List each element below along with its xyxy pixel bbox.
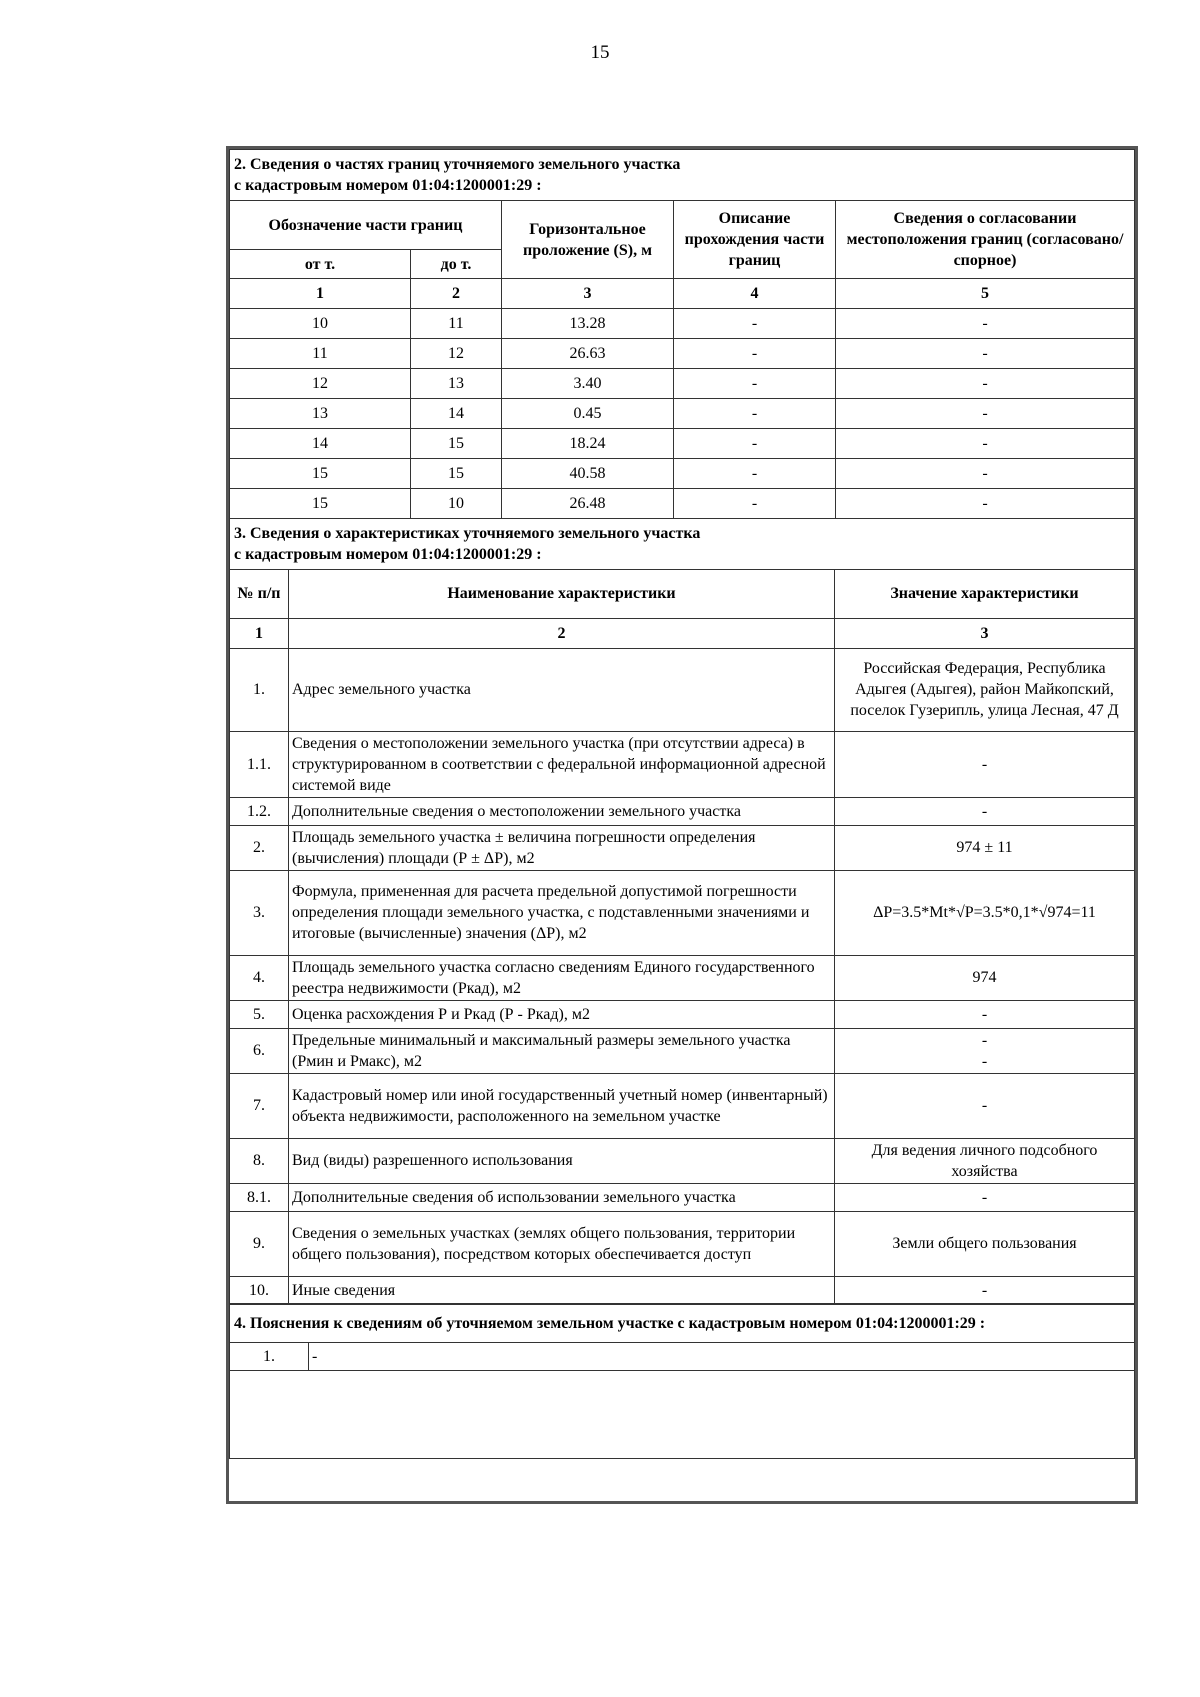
- col-number: 3: [835, 618, 1135, 648]
- section4-rows: [230, 1343, 1135, 1371]
- header-designation: Обозначение части границ: [230, 201, 502, 250]
- section4-title: 4. Пояснения к сведениям об уточняемом земельном участке с кадастровым номером 01:04:1200001:29 :: [230, 1304, 1135, 1343]
- row-name: Формула, примененная для расчета предельной допустимой погрешности определения площади земельного участка, с подставленными значениями и итоговые (вычисленные) значения (ΔР), м2: [289, 870, 835, 955]
- table-cell: -: [674, 459, 836, 489]
- table-cell: 11: [411, 309, 502, 339]
- table-row: [230, 1073, 1135, 1138]
- row-value: -: [835, 1183, 1135, 1211]
- table-cell: 12: [230, 369, 411, 399]
- table-row: [230, 955, 1135, 1000]
- row-name: Адрес земельного участка: [289, 648, 835, 731]
- table-cell: -: [836, 489, 1135, 519]
- table-row: [230, 825, 1135, 870]
- table-cell: -: [674, 339, 836, 369]
- table-row: [230, 731, 1135, 797]
- page-number: 15: [590, 42, 610, 63]
- row-number: 1.: [230, 648, 289, 731]
- table-row: [230, 648, 1135, 731]
- col-number: 4: [674, 279, 836, 309]
- row-value: -: [835, 1276, 1135, 1304]
- table-cell: -: [674, 399, 836, 429]
- row-number: 4.: [230, 955, 289, 1000]
- row-number: 1.1.: [230, 731, 289, 797]
- header-num: № п/п: [230, 569, 289, 618]
- row-name: Иные сведения: [289, 1276, 835, 1304]
- col-number: 1: [230, 279, 411, 309]
- row-value: - -: [835, 1028, 1135, 1073]
- row-number: 2.: [230, 825, 289, 870]
- table-cell: 15: [411, 429, 502, 459]
- table-row: [230, 1343, 1135, 1371]
- row-number: 7.: [230, 1073, 289, 1138]
- table-cell: -: [836, 459, 1135, 489]
- header-to: до т.: [411, 250, 502, 279]
- table-row: [230, 369, 1135, 399]
- col-number: 3: [502, 279, 674, 309]
- table-cell: -: [836, 339, 1135, 369]
- header-agreement: Сведения о согласовании местоположения границ (согласовано/спорное): [836, 201, 1135, 279]
- table-cell: -: [836, 429, 1135, 459]
- col-number: 2: [411, 279, 502, 309]
- table-cell: -: [836, 369, 1135, 399]
- row-name: Сведения о местоположении земельного участка (при отсутствии адреса) в структурированном в соответствии с федеральной информационной адресной системой виде: [289, 731, 835, 797]
- row-number: 8.1.: [230, 1183, 289, 1211]
- row-name: Дополнительные сведения об использовании земельного участка: [289, 1183, 835, 1211]
- row-value: Российская Федерация, Республика Адыгея (Адыгея), район Майкопский, поселок Гузерипль, улица Лесная, 47 Д: [835, 648, 1135, 731]
- table-row: [230, 489, 1135, 519]
- row-name: Сведения о земельных участках (землях общего пользования, территории общего пользования), посредством которых обеспечивается доступ: [289, 1211, 835, 1276]
- col-number: 5: [836, 279, 1135, 309]
- table-row: [230, 1028, 1135, 1073]
- row-text: -: [309, 1343, 1135, 1371]
- section2-table: [229, 149, 1135, 519]
- table-row: [230, 399, 1135, 429]
- table-cell: -: [674, 429, 836, 459]
- table-row: [230, 870, 1135, 955]
- table-cell: 18.24: [502, 429, 674, 459]
- header-horizontal: Горизонтальное проложение (S), м: [502, 201, 674, 279]
- row-number: 1.: [230, 1343, 309, 1371]
- row-number: 1.2.: [230, 797, 289, 825]
- row-value: 974 ± 11: [835, 825, 1135, 870]
- table-cell: 13: [230, 399, 411, 429]
- col-number: 1: [230, 618, 289, 648]
- row-name: Площадь земельного участка ± величина погрешности определения (вычисления) площади (Р ± ΔР), м2: [289, 825, 835, 870]
- document-frame: [226, 146, 1138, 1504]
- table-cell: 10: [230, 309, 411, 339]
- row-number: 6.: [230, 1028, 289, 1073]
- table-row: [230, 1000, 1135, 1028]
- table-cell: 15: [230, 489, 411, 519]
- row-number: 10.: [230, 1276, 289, 1304]
- table-cell: -: [674, 369, 836, 399]
- table-cell: -: [836, 309, 1135, 339]
- table-row: [230, 797, 1135, 825]
- table-cell: 10: [411, 489, 502, 519]
- table-cell: 26.48: [502, 489, 674, 519]
- row-value: Для ведения личного подсобного хозяйства: [835, 1138, 1135, 1183]
- table-row: [230, 1138, 1135, 1183]
- row-value: ΔР=3.5*Mt*√P=3.5*0,1*√974=11: [835, 870, 1135, 955]
- row-value: -: [835, 1000, 1135, 1028]
- row-value: -: [835, 731, 1135, 797]
- table-row: [230, 459, 1135, 489]
- header-description: Описание прохождения части границ: [674, 201, 836, 279]
- row-value: Земли общего пользования: [835, 1211, 1135, 1276]
- row-name: Оценка расхождения Р и Ркад (Р - Ркад), м2: [289, 1000, 835, 1028]
- table-cell: 13.28: [502, 309, 674, 339]
- row-name: Площадь земельного участка согласно сведениям Единого государственного реестра недвижимости (Ркад), м2: [289, 955, 835, 1000]
- blank-area: [230, 1371, 1135, 1459]
- table-cell: -: [674, 309, 836, 339]
- table-cell: -: [836, 399, 1135, 429]
- row-name: Кадастровый номер или иной государственный учетный номер (инвентарный) объекта недвижимости, расположенного на земельном участке: [289, 1073, 835, 1138]
- table-cell: 0.45: [502, 399, 674, 429]
- table-cell: 15: [230, 459, 411, 489]
- section3-table: [229, 518, 1135, 1305]
- table-cell: -: [674, 489, 836, 519]
- row-number: 8.: [230, 1138, 289, 1183]
- table-row: [230, 1183, 1135, 1211]
- table-cell: 12: [411, 339, 502, 369]
- row-number: 5.: [230, 1000, 289, 1028]
- table-cell: 14: [230, 429, 411, 459]
- table-cell: 14: [411, 399, 502, 429]
- table-row: [230, 309, 1135, 339]
- section4-table: [229, 1303, 1135, 1459]
- section2-title: 2. Сведения о частях границ уточняемого земельного участка с кадастровым номером 01:04:1200001:29 :: [230, 150, 1135, 201]
- row-number: 9.: [230, 1211, 289, 1276]
- table-cell: 26.63: [502, 339, 674, 369]
- row-name: Дополнительные сведения о местоположении земельного участка: [289, 797, 835, 825]
- header-from: от т.: [230, 250, 411, 279]
- table-row: [230, 429, 1135, 459]
- col-number: 2: [289, 618, 835, 648]
- row-value: 974: [835, 955, 1135, 1000]
- table-row: [230, 339, 1135, 369]
- header-name: Наименование характеристики: [289, 569, 835, 618]
- table-row: [230, 1276, 1135, 1304]
- table-cell: 15: [411, 459, 502, 489]
- row-name: Предельные минимальный и максимальный размеры земельного участка (Рмин и Рмакс), м2: [289, 1028, 835, 1073]
- section3-rows: [230, 648, 1135, 1304]
- row-number: 3.: [230, 870, 289, 955]
- header-value: Значение характеристики: [835, 569, 1135, 618]
- section2-rows: [230, 309, 1135, 519]
- table-cell: 11: [230, 339, 411, 369]
- row-value: -: [835, 1073, 1135, 1138]
- row-value: -: [835, 797, 1135, 825]
- row-name: Вид (виды) разрешенного использования: [289, 1138, 835, 1183]
- table-row: [230, 1211, 1135, 1276]
- table-cell: 40.58: [502, 459, 674, 489]
- section3-title: 3. Сведения о характеристиках уточняемого земельного участка с кадастровым номером 01:04:1200001:29 :: [230, 518, 1135, 569]
- table-cell: 13: [411, 369, 502, 399]
- table-cell: 3.40: [502, 369, 674, 399]
